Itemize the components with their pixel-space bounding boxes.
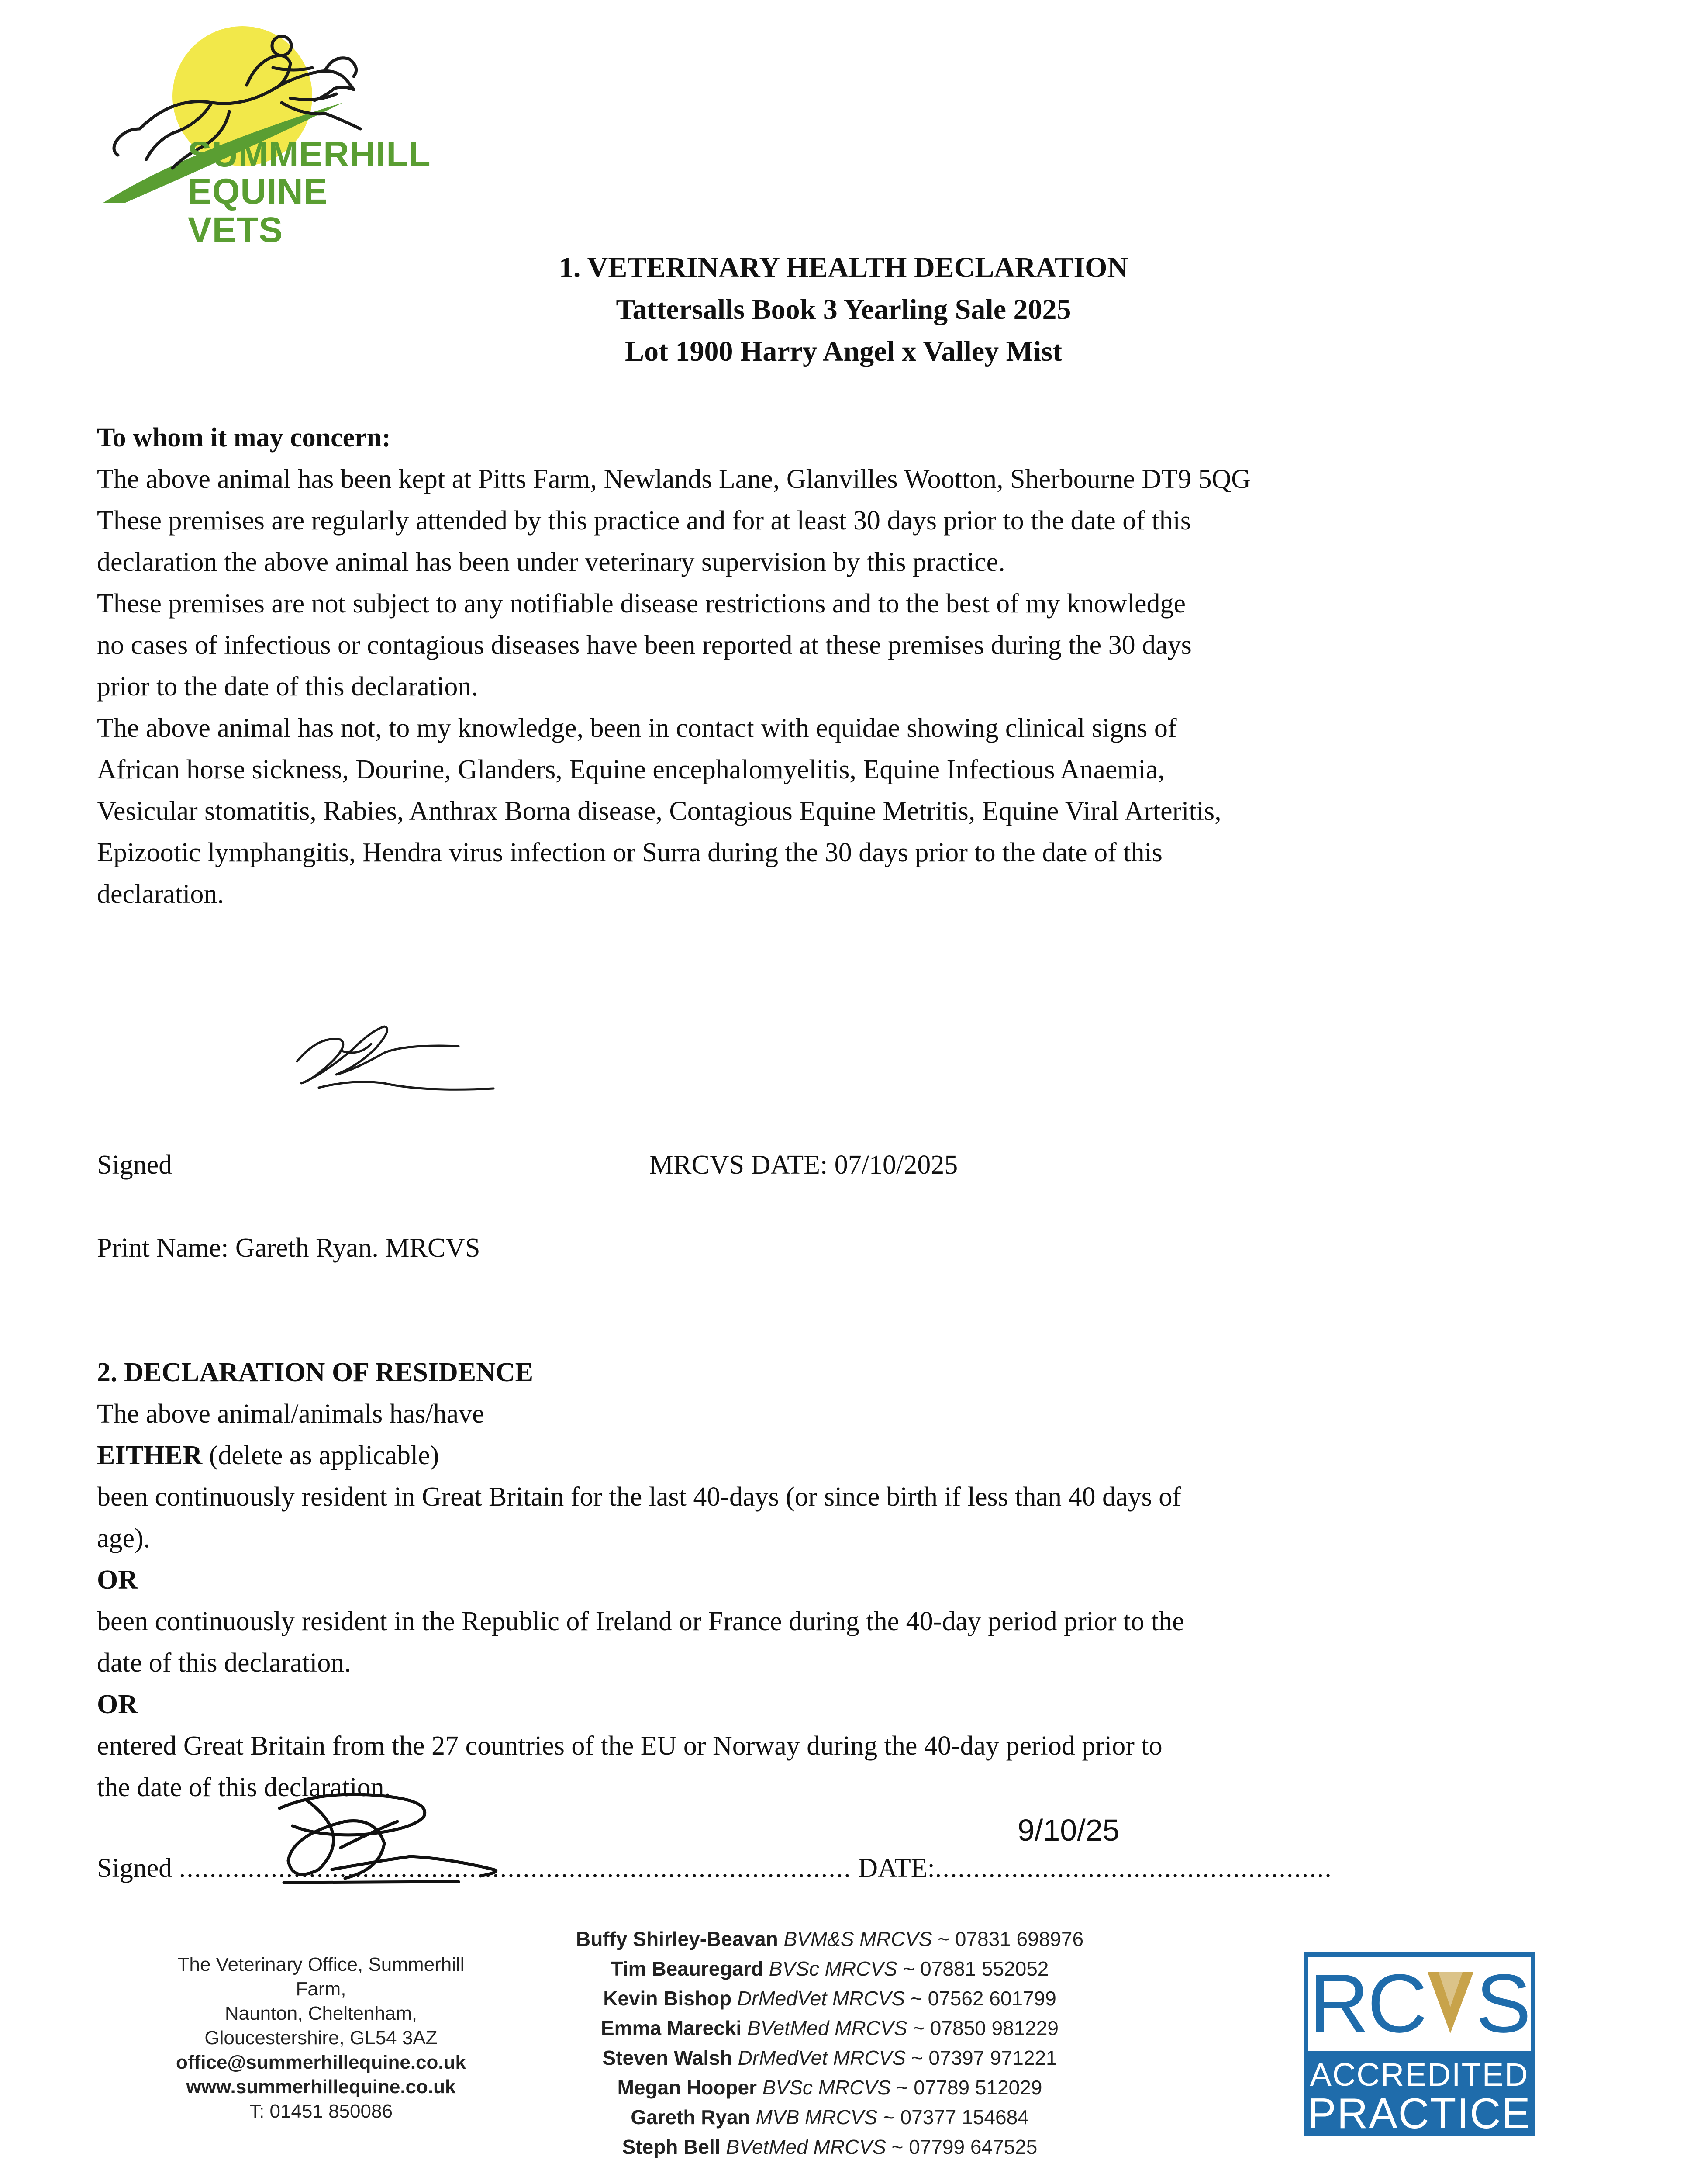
lot-description: Lot 1900 Harry Angel x Valley Mist bbox=[625, 335, 1062, 367]
or-label: OR bbox=[97, 1690, 138, 1719]
section-heading: 2. DECLARATION OF RESIDENCE bbox=[97, 1358, 534, 1387]
handwritten-date: 9/10/25 bbox=[1018, 1813, 1120, 1847]
declaration-line: declaration. bbox=[97, 879, 224, 909]
sale-name: Tattersalls Book 3 Yearling Sale 2025 bbox=[616, 294, 1071, 325]
staff-row: Emma Marecki BVetMed MRCVS ~ 07850 981229 bbox=[601, 2017, 1059, 2039]
salutation: To whom it may concern: bbox=[97, 423, 391, 453]
date-label: DATE: bbox=[858, 1853, 935, 1883]
declaration-line: The above animal has been kept at Pitts Farm, Newlands Lane, Glanvilles Wootton, Sherbourne DT9 5QG bbox=[97, 464, 1251, 494]
residence-declaration-section bbox=[97, 1352, 1538, 1808]
staff-row: Steph Bell BVetMed MRCVS ~ 07799 647525 bbox=[622, 2136, 1038, 2158]
declaration-line: no cases of infectious or contagious diseases have been reported at these premises during the 30 days bbox=[97, 630, 1192, 660]
residence-option-line: been continuously resident in Great Britain for the last 40-days (or since birth if less than 40 days of bbox=[97, 1482, 1181, 1512]
logo-wordmark-line1: SUMMERHILL bbox=[188, 135, 431, 174]
or-label: OR bbox=[97, 1565, 138, 1595]
staff-row: Kevin Bishop DrMedVet MRCVS ~ 07562 601799 bbox=[603, 1987, 1056, 2010]
rcvs-accredited-badge bbox=[1304, 1952, 1535, 2136]
address-line: Farm, bbox=[296, 1978, 346, 2000]
residence-option-line: the date of this declaration. bbox=[97, 1773, 391, 1802]
vet-staff-list bbox=[502, 1924, 1157, 2162]
staff-row: Buffy Shirley-Beavan BVM&S MRCVS ~ 07831 698976 bbox=[576, 1928, 1084, 1950]
residence-intro: The above animal/animals has/have bbox=[97, 1399, 484, 1429]
signature-dots: ........................................................................................ bbox=[179, 1853, 852, 1883]
staff-row: Gareth Ryan MVB MRCVS ~ 07377 154684 bbox=[631, 2106, 1029, 2129]
document-title: 1. VETERINARY HEALTH DECLARATION bbox=[559, 252, 1128, 283]
declaration-line: Vesicular stomatitis, Rabies, Anthrax Borna disease, Contagious Equine Metritis, Equine Viral Arteritis, bbox=[97, 796, 1221, 826]
staff-row: Megan Hooper BVSc MRCVS ~ 07789 512029 bbox=[617, 2076, 1042, 2099]
residence-option-line: age). bbox=[97, 1524, 151, 1553]
document-header bbox=[0, 247, 1687, 373]
logo-wordmark-line2: EQUINE VETS bbox=[188, 172, 328, 250]
address-line: The Veterinary Office, Summerhill bbox=[177, 1954, 465, 1975]
rcvs-accredited-text: ACCREDITED PRACTICE bbox=[1308, 2056, 1531, 2137]
declaration-line: These premises are regularly attended by this practice and for at least 30 days prior to the date of this bbox=[97, 506, 1191, 536]
declaration-line: African horse sickness, Dourine, Glanders, Equine encephalomyelitis, Equine Infectious Anaemia, bbox=[97, 755, 1165, 784]
signed-label: Signed bbox=[97, 1853, 172, 1883]
declaration-line: Epizootic lymphangitis, Hendra virus infection or Surra during the 30 days prior to the date of this bbox=[97, 838, 1163, 867]
practice-address bbox=[144, 1952, 498, 2124]
staff-row: Steven Walsh DrMedVet MRCVS ~ 07397 971221 bbox=[602, 2046, 1057, 2069]
practice-website[interactable]: www.summerhillequine.co.uk bbox=[186, 2076, 456, 2098]
staff-row: Tim Beauregard BVSc MRCVS ~ 07881 552052 bbox=[611, 1957, 1049, 1980]
declaration-line: prior to the date of this declaration. bbox=[97, 672, 478, 702]
residence-option-line: date of this declaration. bbox=[97, 1648, 351, 1678]
either-note: (delete as applicable) bbox=[202, 1441, 439, 1470]
date-dots: .................................................... bbox=[935, 1853, 1332, 1883]
rcvs-wordmark: RC S bbox=[1309, 1957, 1530, 2050]
either-line bbox=[97, 1435, 1538, 1476]
health-declaration-section bbox=[97, 417, 1538, 915]
vet-signature bbox=[284, 1009, 511, 1105]
owner-signature bbox=[266, 1782, 511, 1896]
practice-email[interactable]: office@summerhillequine.co.uk bbox=[176, 2052, 466, 2073]
print-name: Print Name: Gareth Ryan. MRCVS bbox=[97, 1233, 480, 1263]
residence-option-line: entered Great Britain from the 27 countries of the EU or Norway during the 40-day period prior to bbox=[97, 1731, 1163, 1761]
signed-label: Signed bbox=[97, 1150, 172, 1180]
address-line: Gloucestershire, GL54 3AZ bbox=[204, 2027, 438, 2049]
practice-phone: T: 01451 850086 bbox=[249, 2101, 393, 2122]
address-line: Naunton, Cheltenham, bbox=[224, 2003, 417, 2024]
practice-logo bbox=[98, 20, 431, 250]
rcvs-v-shield-icon bbox=[1425, 1970, 1476, 2035]
residence-option-line: been continuously resident in the Republic of Ireland or France during the 40-day period prior to the bbox=[97, 1607, 1184, 1636]
declaration-line: The above animal has not, to my knowledge, been in contact with equidae showing clinical signs of bbox=[97, 713, 1177, 743]
declaration-line: These premises are not subject to any notifiable disease restrictions and to the best of my knowledge bbox=[97, 589, 1186, 619]
declaration-line: declaration the above animal has been under veterinary supervision by this practice. bbox=[97, 547, 1005, 577]
either-label: EITHER bbox=[97, 1441, 203, 1470]
mrcvs-date: MRCVS DATE: 07/10/2025 bbox=[649, 1150, 958, 1180]
